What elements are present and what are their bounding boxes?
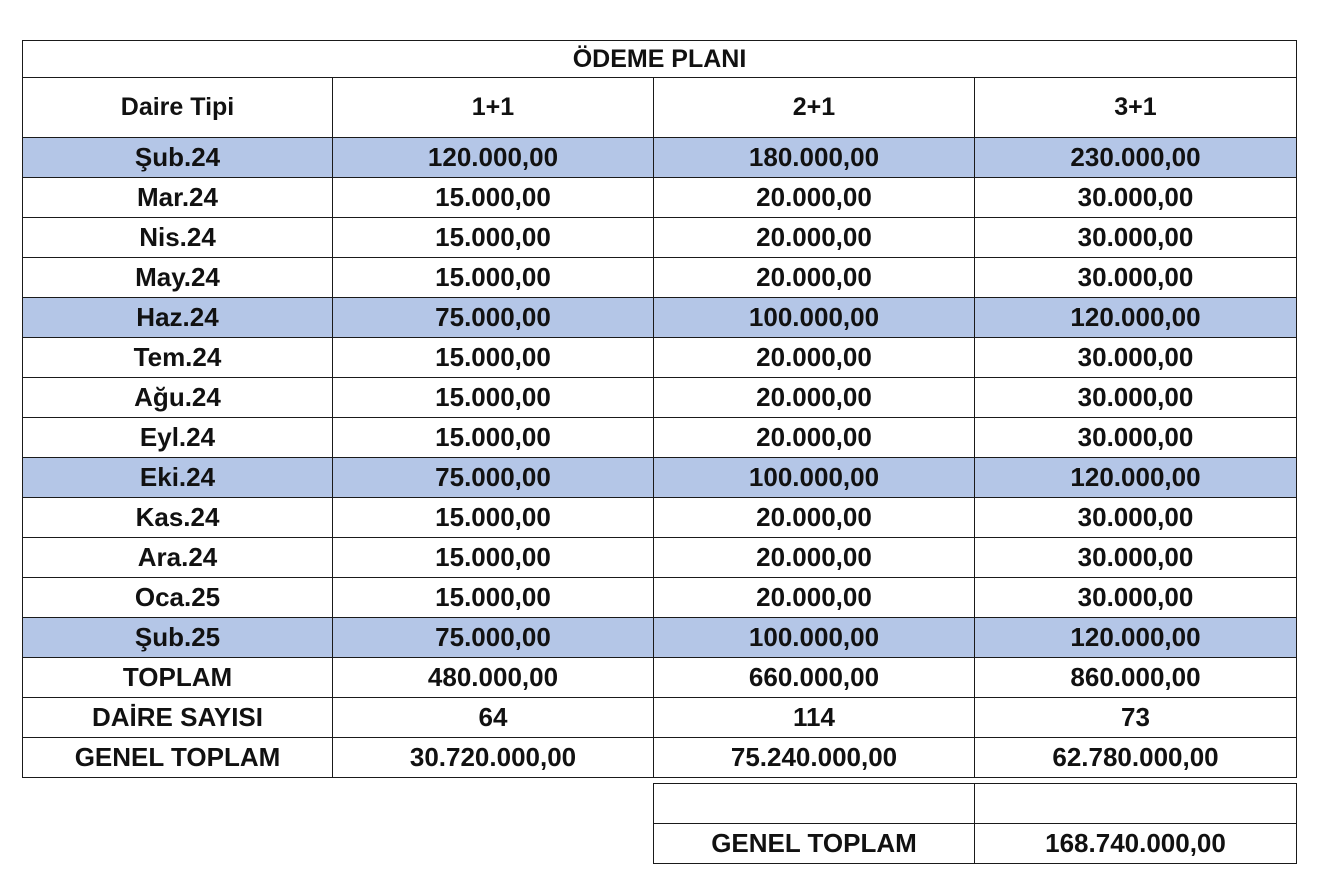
row-value-cell[interactable]: 120.000,00 xyxy=(975,298,1297,338)
row-value-cell[interactable]: 75.000,00 xyxy=(333,458,654,498)
table-row xyxy=(23,698,1297,738)
row-value-cell[interactable]: 30.000,00 xyxy=(975,538,1297,578)
row-value-cell[interactable]: 30.000,00 xyxy=(975,578,1297,618)
row-label-cell[interactable]: Şub.24 xyxy=(23,138,333,178)
row-value-cell[interactable]: 120.000,00 xyxy=(333,138,654,178)
row-value-cell[interactable]: 480.000,00 xyxy=(333,658,654,698)
summary-empty-cell[interactable] xyxy=(654,784,975,824)
table-row xyxy=(23,658,1297,698)
row-label-cell[interactable]: TOPLAM xyxy=(23,658,333,698)
table-row xyxy=(23,498,1297,538)
row-label-cell[interactable]: Ağu.24 xyxy=(23,378,333,418)
row-value-cell[interactable]: 75.000,00 xyxy=(333,298,654,338)
row-label-cell[interactable]: Mar.24 xyxy=(23,178,333,218)
row-value-cell[interactable]: 15.000,00 xyxy=(333,258,654,298)
row-label-cell[interactable]: GENEL TOPLAM xyxy=(23,738,333,778)
row-value-cell[interactable]: 15.000,00 xyxy=(333,338,654,378)
row-value-cell[interactable]: 20.000,00 xyxy=(654,258,975,298)
row-value-cell[interactable]: 62.780.000,00 xyxy=(975,738,1297,778)
payment-plan-table xyxy=(22,40,1297,778)
row-value-cell[interactable]: 15.000,00 xyxy=(333,218,654,258)
row-value-cell[interactable]: 15.000,00 xyxy=(333,538,654,578)
table-title-row xyxy=(23,41,1297,78)
row-value-cell[interactable]: 15.000,00 xyxy=(333,378,654,418)
row-value-cell[interactable]: 100.000,00 xyxy=(654,298,975,338)
summary-total-value[interactable]: 168.740.000,00 xyxy=(975,824,1297,864)
grand-total-summary-table xyxy=(653,783,1297,864)
row-value-cell[interactable]: 20.000,00 xyxy=(654,578,975,618)
row-value-cell[interactable]: 30.000,00 xyxy=(975,338,1297,378)
row-value-cell[interactable]: 75.000,00 xyxy=(333,618,654,658)
row-value-cell[interactable]: 30.000,00 xyxy=(975,218,1297,258)
row-label-cell[interactable]: DAİRE SAYISI xyxy=(23,698,333,738)
header-label-cell[interactable]: Daire Tipi xyxy=(23,78,333,138)
row-label-cell[interactable]: Nis.24 xyxy=(23,218,333,258)
row-value-cell[interactable]: 20.000,00 xyxy=(654,218,975,258)
row-label-cell[interactable]: Şub.25 xyxy=(23,618,333,658)
table-row xyxy=(23,458,1297,498)
row-label-cell[interactable]: Oca.25 xyxy=(23,578,333,618)
table-row xyxy=(23,418,1297,458)
row-label-cell[interactable]: Eki.24 xyxy=(23,458,333,498)
table-row xyxy=(23,378,1297,418)
header-column-1-1[interactable]: 1+1 xyxy=(333,78,654,138)
row-value-cell[interactable]: 30.000,00 xyxy=(975,258,1297,298)
row-value-cell[interactable]: 64 xyxy=(333,698,654,738)
summary-total-label[interactable]: GENEL TOPLAM xyxy=(654,824,975,864)
row-value-cell[interactable]: 15.000,00 xyxy=(333,498,654,538)
row-value-cell[interactable]: 30.000,00 xyxy=(975,178,1297,218)
row-value-cell[interactable]: 30.720.000,00 xyxy=(333,738,654,778)
row-value-cell[interactable]: 75.240.000,00 xyxy=(654,738,975,778)
table-title[interactable]: ÖDEME PLANI xyxy=(23,41,1297,78)
row-value-cell[interactable]: 30.000,00 xyxy=(975,418,1297,458)
table-row xyxy=(23,218,1297,258)
row-value-cell[interactable]: 120.000,00 xyxy=(975,458,1297,498)
row-value-cell[interactable]: 20.000,00 xyxy=(654,378,975,418)
table-row xyxy=(23,298,1297,338)
table-row xyxy=(23,578,1297,618)
row-value-cell[interactable]: 860.000,00 xyxy=(975,658,1297,698)
table-row xyxy=(23,258,1297,298)
summary-total-row xyxy=(654,824,1297,864)
row-value-cell[interactable]: 100.000,00 xyxy=(654,458,975,498)
row-label-cell[interactable]: Haz.24 xyxy=(23,298,333,338)
row-value-cell[interactable]: 20.000,00 xyxy=(654,178,975,218)
table-row xyxy=(23,738,1297,778)
row-value-cell[interactable]: 120.000,00 xyxy=(975,618,1297,658)
table-row xyxy=(23,538,1297,578)
row-value-cell[interactable]: 15.000,00 xyxy=(333,578,654,618)
row-label-cell[interactable]: May.24 xyxy=(23,258,333,298)
row-value-cell[interactable]: 230.000,00 xyxy=(975,138,1297,178)
row-label-cell[interactable]: Tem.24 xyxy=(23,338,333,378)
row-value-cell[interactable]: 660.000,00 xyxy=(654,658,975,698)
spreadsheet-area xyxy=(22,40,1296,864)
table-row xyxy=(23,138,1297,178)
row-label-cell[interactable]: Kas.24 xyxy=(23,498,333,538)
row-value-cell[interactable]: 15.000,00 xyxy=(333,178,654,218)
row-value-cell[interactable]: 114 xyxy=(654,698,975,738)
table-row xyxy=(23,338,1297,378)
row-value-cell[interactable]: 20.000,00 xyxy=(654,538,975,578)
header-row xyxy=(23,78,1297,138)
row-value-cell[interactable]: 73 xyxy=(975,698,1297,738)
row-label-cell[interactable]: Ara.24 xyxy=(23,538,333,578)
header-column-3-1[interactable]: 3+1 xyxy=(975,78,1297,138)
table-row xyxy=(23,618,1297,658)
table-row xyxy=(23,178,1297,218)
summary-empty-cell[interactable] xyxy=(975,784,1297,824)
row-value-cell[interactable]: 30.000,00 xyxy=(975,378,1297,418)
row-label-cell[interactable]: Eyl.24 xyxy=(23,418,333,458)
row-value-cell[interactable]: 30.000,00 xyxy=(975,498,1297,538)
row-value-cell[interactable]: 180.000,00 xyxy=(654,138,975,178)
row-value-cell[interactable]: 20.000,00 xyxy=(654,418,975,458)
row-value-cell[interactable]: 100.000,00 xyxy=(654,618,975,658)
summary-empty-row xyxy=(654,784,1297,824)
header-column-2-1[interactable]: 2+1 xyxy=(654,78,975,138)
row-value-cell[interactable]: 20.000,00 xyxy=(654,498,975,538)
row-value-cell[interactable]: 15.000,00 xyxy=(333,418,654,458)
row-value-cell[interactable]: 20.000,00 xyxy=(654,338,975,378)
